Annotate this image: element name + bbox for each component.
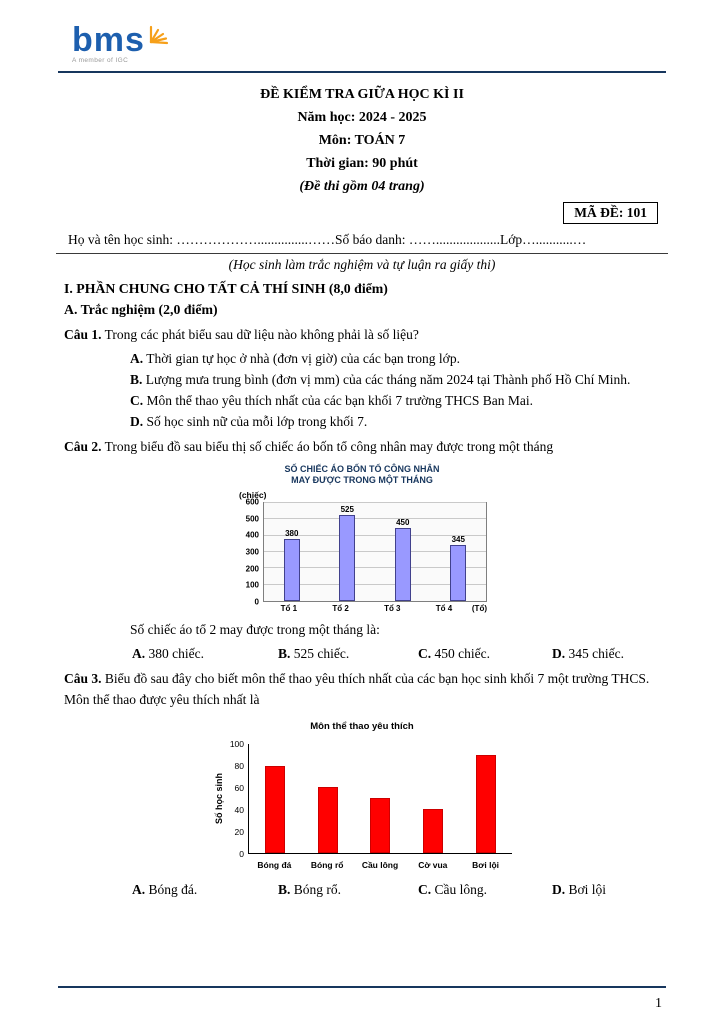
question-3-options [132, 882, 724, 898]
exam-title: ĐỀ KIỂM TRA GIỮA HỌC KÌ II [260, 86, 464, 102]
bar [370, 798, 390, 853]
question-2-option-d [552, 646, 724, 662]
chart-q3-sports [212, 721, 512, 870]
footer-divider [58, 986, 666, 988]
plot-area [263, 502, 487, 602]
y-tick-label: 300 [245, 547, 259, 557]
chart-q2-shirts [237, 464, 487, 613]
option-text: 345 chiếc. [568, 645, 624, 661]
x-axis-label: (Tổ) [471, 604, 487, 614]
question-1-text: Trong các phát biểu sau dữ liệu nào không phải là số liệu? [104, 326, 419, 342]
question-2-option-c [418, 646, 552, 662]
bar [423, 809, 443, 853]
y-tick-label: 0 [239, 848, 244, 859]
category-label: Bóng đá [257, 859, 292, 870]
question-1-option-b [130, 372, 724, 388]
logo-burst-icon [147, 22, 171, 50]
option-label: C. [130, 392, 144, 408]
y-tick-label: 500 [245, 514, 259, 524]
question-3-option-b [278, 882, 418, 898]
option-label: A. [132, 881, 146, 897]
question-1-options [130, 351, 724, 430]
bars [249, 744, 512, 853]
bar-group [431, 503, 487, 601]
bar-group [459, 744, 512, 853]
y-tick-label: 100 [245, 580, 259, 590]
category-label: Bóng rổ [310, 859, 344, 870]
pages-note: (Đề thi gồm 04 trang) [299, 178, 425, 194]
y-tick-label: 40 [234, 804, 244, 815]
question-2-option-a [132, 646, 278, 662]
chart-title [237, 464, 487, 487]
option-label: D. [130, 413, 144, 429]
category-label: Bơi lội [472, 859, 499, 870]
title-block [0, 87, 724, 195]
bar-group [354, 744, 407, 853]
y-axis-label [212, 744, 226, 854]
bar-group [264, 503, 320, 601]
plot-area [248, 744, 512, 854]
chart-title-line: SỐ CHIẾC ÁO BỐN TỔ CÔNG NHÂN [284, 463, 440, 474]
bar [395, 528, 411, 602]
category-label: Cầu lông [361, 859, 399, 870]
option-text: Bóng rổ. [293, 881, 342, 897]
bar-group [375, 503, 431, 601]
question-2-stem-text: Số chiếc áo tổ 2 may được trong một tháng là: [130, 622, 380, 638]
question-2-stem [130, 620, 664, 641]
option-label: C. [418, 645, 432, 661]
question-2-label: Câu 2. [64, 438, 102, 454]
category-label: Cờ vua [418, 859, 448, 870]
bar-group [407, 744, 460, 853]
exam-code-box: MÃ ĐỀ: 101 [563, 202, 658, 224]
question-3-text: Biểu đồ sau đây cho biết môn thể thao yêu thích nhất của các bạn học sinh khối 7 một trường THCS. Môn thể thao được yêu thích nhất là [64, 670, 650, 707]
bar [318, 787, 338, 852]
page-number: 1 [655, 996, 662, 1011]
y-tick-label: 80 [234, 760, 244, 771]
option-text: Môn thể thao yêu thích nhất của các bạn khối 7 trường THCS Ban Mai. [146, 392, 534, 408]
option-text: Số học sinh nữ của mỗi lớp trong khối 7. [146, 413, 368, 429]
option-text: Bóng đá. [148, 881, 198, 897]
option-text: 450 chiếc. [434, 645, 490, 661]
option-label: B. [130, 371, 143, 387]
bar-group [302, 744, 355, 853]
section-part1-heading: I. PHẦN CHUNG CHO TẤT CẢ THÍ SINH (8,0 điểm) [64, 280, 388, 296]
logo-text: bms [72, 21, 145, 59]
y-axis [237, 497, 263, 607]
y-axis [226, 738, 248, 859]
bar [476, 755, 496, 853]
bar [284, 539, 300, 601]
school-year: Năm học: 2024 - 2025 [297, 109, 427, 125]
question-1-option-d [130, 414, 724, 430]
bars [264, 503, 486, 601]
bar-value-label: 450 [396, 517, 410, 527]
duration: Thời gian: 90 phút [306, 155, 418, 171]
category-label: Tổ 4 [435, 604, 453, 614]
y-axis-label: (chiếc) [239, 490, 267, 501]
question-3-option-d [552, 882, 724, 898]
y-tick-label: 20 [234, 826, 244, 837]
y-axis-label-text: Số học sinh [214, 773, 224, 825]
question-2 [64, 437, 664, 458]
category-labels [248, 854, 512, 870]
category-label: Tổ 1 [280, 604, 298, 614]
question-2-option-b [278, 646, 418, 662]
option-label: D. [552, 645, 566, 661]
option-label: D. [552, 881, 566, 897]
bar-group [320, 503, 376, 601]
axis-spacer [237, 602, 263, 613]
bar-value-label: 345 [451, 534, 465, 544]
option-text: 380 chiếc. [148, 645, 204, 661]
question-1 [64, 325, 664, 346]
bar-group [249, 744, 302, 853]
option-text: Bơi lội [568, 881, 607, 897]
option-label: A. [132, 645, 146, 661]
option-text: Lượng mưa trung bình (đơn vị mm) của các tháng năm 2024 tại Thành phố Hồ Chí Minh. [145, 371, 631, 387]
student-info-divider [56, 253, 668, 254]
subject: Môn: TOÁN 7 [318, 132, 406, 148]
y-tick-label: 600 [245, 497, 259, 507]
question-3-label: Câu 3. [64, 670, 102, 686]
category-label: Tổ 2 [332, 604, 349, 614]
question-1-option-a [130, 351, 724, 367]
option-label: B. [278, 645, 291, 661]
question-2-text: Trong biểu đồ sau biểu thị số chiếc áo bốn tổ công nhân may được trong một tháng [104, 438, 554, 454]
question-1-label: Câu 1. [64, 326, 102, 342]
bar [265, 766, 285, 853]
instruction-note: (Học sinh làm trắc nghiệm và tự luận ra giấy thi) [228, 256, 496, 272]
bar-value-label: 525 [340, 505, 354, 515]
logo [72, 21, 724, 65]
bar-value-label: 380 [285, 528, 299, 538]
option-text: Cầu lông. [434, 881, 487, 897]
option-text: 525 chiếc. [293, 645, 350, 661]
section-a-heading: A. Trắc nghiệm (2,0 điểm) [64, 301, 218, 317]
question-3-option-c [418, 882, 552, 898]
category-label: Tổ 3 [384, 604, 401, 614]
category-labels [263, 602, 470, 613]
y-tick-label: 60 [234, 782, 244, 793]
option-label: C. [418, 881, 432, 897]
y-tick-label: 200 [245, 564, 259, 574]
bar [450, 545, 466, 601]
y-tick-label: 0 [254, 597, 259, 607]
chart-title: Môn thể thao yêu thích [310, 720, 414, 732]
bar [339, 515, 355, 601]
question-1-option-c [130, 393, 724, 409]
header-divider [58, 71, 666, 73]
chart-title-line: MAY ĐƯỢC TRONG MỘT THÁNG [291, 475, 433, 486]
y-tick-label: 100 [229, 738, 244, 749]
question-2-options [132, 646, 724, 662]
option-label: A. [130, 350, 144, 366]
student-info-line: Họ và tên học sinh: ………………...............……Số báo danh: ……...................Lớp…...........… [68, 231, 587, 247]
question-3-option-a [132, 882, 278, 898]
logo-tagline: A member of IGC [72, 57, 129, 65]
option-label: B. [278, 881, 291, 897]
question-3 [64, 669, 664, 711]
y-tick-label: 400 [245, 530, 259, 540]
option-text: Thời gian tự học ở nhà (đơn vị giờ) của các bạn trong lớp. [146, 350, 460, 366]
